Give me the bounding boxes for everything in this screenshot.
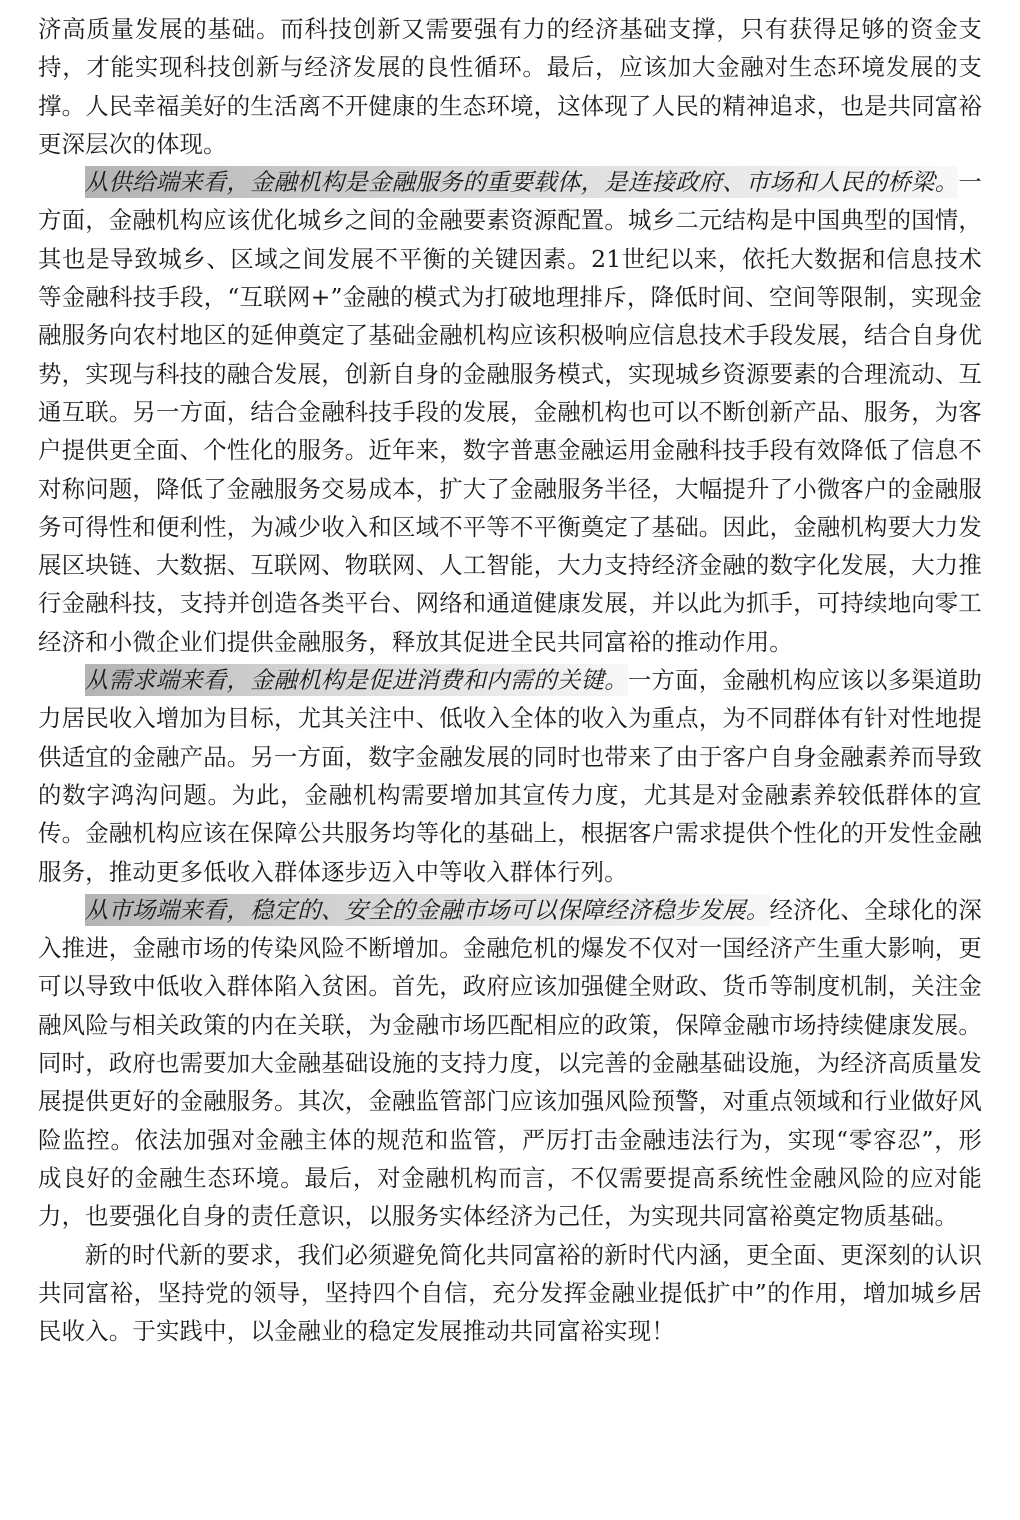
highlighted-heading-market-side: 从市场端来看，稳定的、安全的金融市场可以保障经济稳步发展。: [84, 895, 770, 924]
paragraph-intro-continuation: [38, 10, 982, 163]
paragraph-text: 一方面，金融机构应该以多渠道助力居民收入增加为目标，尤其关注中、低收入全体的收入为重点，为不同群体有针对性地提供适宜的金融产品。另一方面，数字金融发展的同时也带来了由于客户自身金融素养而导致的数字鸿沟问题。为此，金融机构需要增加其宣传力度，尤其是对金融素养较低群体的宣传。金融机构应该在保障公共服务均等化的基础上，根据客户需求提供个性化的开发性金融服务，推动更多低收入群体逐步迈入中等收入群体行列。: [38, 666, 983, 886]
paragraph-supply-side: [38, 163, 982, 661]
paragraph-text: 济高质量发展的基础。而科技创新又需要强有力的经济基础支撑，只有获得足够的资金支持，才能实现科技创新与经济发展的良性循环。最后，应该加大金融对生态环境发展的支撑。人民幸福美好的生活离不开健康的生态环境，这体现了人民的精神追求，也是共同富裕更深层次的体现。: [38, 15, 982, 158]
paragraph-conclusion: [38, 1236, 982, 1351]
paragraph-market-side: [38, 891, 982, 1236]
highlighted-heading-supply-side: 从供给端来看，金融机构是金融服务的重要载体，是连接政府、市场和人民的桥梁。: [84, 168, 959, 197]
document-page: [38, 10, 982, 1350]
paragraph-text: 新的时代新的要求，我们必须避免简化共同富裕的新时代内涵，更全面、更深刻的认识共同富裕，坚持党的领导，坚持四个自信，充分发挥金融业提低扩中”的作用，增加城乡居民收入。于实践中，以金融业的稳定发展推动共同富裕实现！: [38, 1240, 982, 1346]
highlighted-heading-demand-side: 从需求端来看，金融机构是促进消费和内需的关键。: [84, 666, 628, 695]
paragraph-text: 经济化、全球化的深入推进，金融市场的传染风险不断增加。金融危机的爆发不仅对一国经济产生重大影响，更可以导致中低收入群体陷入贫困。首先，政府应该加强健全财政、货币等制度机制，关注金融风险与相关政策的内在关联，为金融市场匹配相应的政策，保障金融市场持续健康发展。同时，政府也需要加大金融基础设施的支持力度，以完善的金融基础设施，为经济高质量发展提供更好的金融服务。其次，金融监管部门应该加强风险预警，对重点领域和行业做好风险监控。依法加强对金融主体的规范和监管，严厉打击金融违法行为，实现“零容忍”，形成良好的金融生态环境。最后，对金融机构而言，不仅需要提高系统性金融风险的应对能力，也要强化自身的责任意识，以服务实体经济为己任，为实现共同富裕奠定物质基础。: [38, 895, 982, 1231]
paragraph-demand-side: [38, 661, 982, 891]
paragraph-text: 一方面，金融机构应该优化城乡之间的金融要素资源配置。城乡二元结构是中国典型的国情，其也是导致城乡、区域之间发展不平衡的关键因素。21世纪以来，依托大数据和信息技术等金融科技手段，“互联网+”金融的模式为打破地理排斥，降低时间、空间等限制，实现金融服务向农村地区的延伸奠定了基础金融机构应该积极响应信息技术手段发展，结合自身优势，实现与科技的融合发展，创新自身的金融服务模式，实现城乡资源要素的合理流动、互通互联。另一方面，结合金融科技手段的发展，金融机构也可以不断创新产品、服务，为客户提供更全面、个性化的服务。近年来，数字普惠金融运用金融科技手段有效降低了信息不对称问题，降低了金融服务交易成本，扩大了金融服务半径，大幅提升了小微客户的金融服务可得性和便利性，为减少收入和区域不平等不平衡奠定了基础。因此，金融机构要大力发展区块链、大数据、互联网、物联网、人工智能，大力支持经济金融的数字化发展，大力推行金融科技，支持并创造各类平台、网络和通道健康发展，并以此为抓手，可持续地向零工经济和小微企业们提供金融服务，释放其促进全民共同富裕的推动作用。: [38, 168, 982, 656]
